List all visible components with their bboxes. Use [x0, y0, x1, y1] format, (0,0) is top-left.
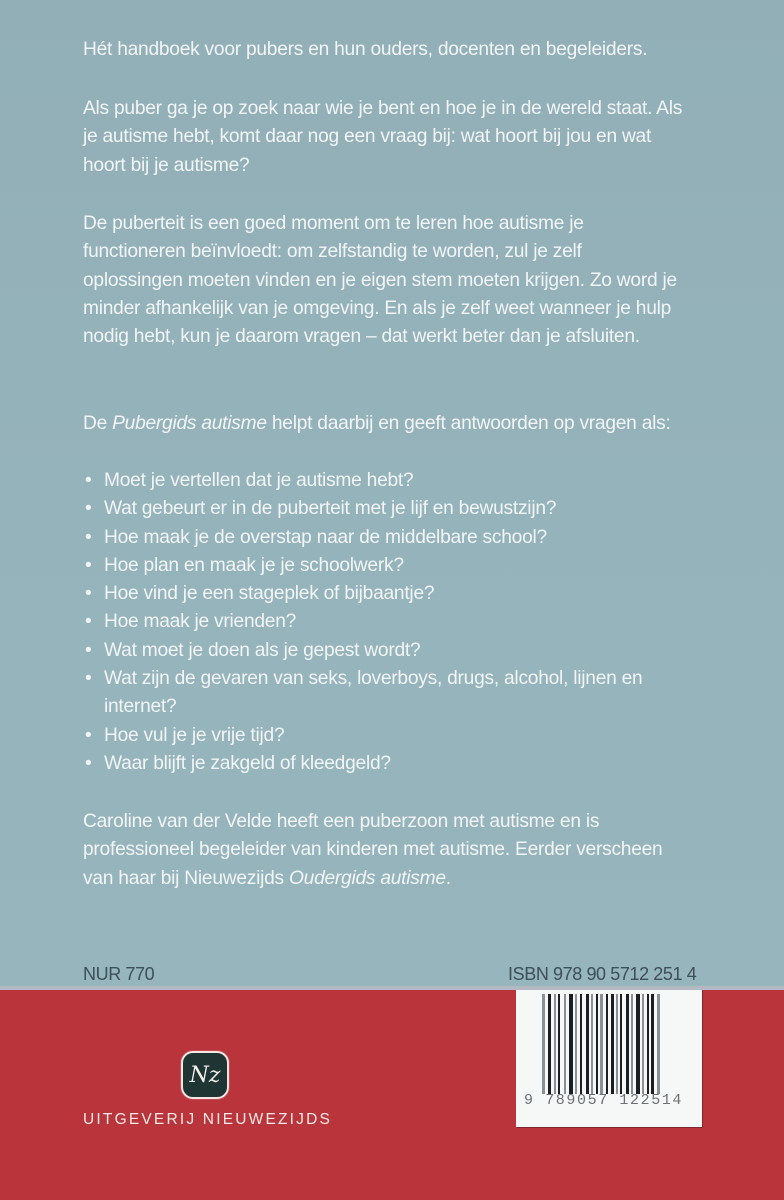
barcode-bars-icon	[542, 994, 684, 1094]
isbn-number: ISBN 978 90 5712 251 4	[508, 964, 697, 984]
paragraph-1: Als puber ga je op zoek naar wie je bent en hoe je in de wereld staat. Als je autisme hebt, komt daar nog een vraag bij: wat hoort bij jou en wat hoort bij je autisme?	[83, 98, 683, 176]
question-item: • Moet je vertellen dat je autisme hebt?	[83, 467, 643, 495]
previous-book-title: Oudergids autisme	[288, 867, 446, 889]
author-bio-text: Caroline van der Velde heeft een puberzoon met autisme en is professioneel begeleider van kinderen met autisme. Eerder verscheen van haar bij Nieuwezijds	[83, 811, 663, 889]
question-item: • Hoe vul je je vrije tijd?	[83, 722, 643, 750]
paragraph-2: De puberteit is een goed moment om te leren hoe autisme je functioneren beïnvloedt: om zelfstandig te worden, zul je zelf oplossingen moeten vinden en je eigen stem moeten krijgen. Zo word je minder afhankelijk van je omgeving. En als je zelf weet wanneer je hulp nodig hebt, kun je daarom vragen – dat werkt beter dan je afsluiten.	[83, 213, 677, 348]
publisher-name: UITGEVERIJ NIEUWEZIJDS	[83, 1111, 333, 1128]
question-item: • Waar blijft je zakgeld of kleedgeld?	[83, 750, 643, 778]
question-item: • Hoe vind je een stageplek of bijbaantje?	[83, 580, 643, 608]
paragraph-3-prefix: De	[83, 413, 113, 434]
publisher-logo-icon	[181, 1051, 229, 1099]
author-bio	[83, 808, 683, 893]
paragraph-3	[83, 410, 673, 438]
book-title: Pubergids autisme	[112, 413, 267, 434]
question-item: • Wat gebeurt er in de puberteit met je lijf en bewustzijn?	[83, 495, 643, 523]
barcode	[516, 990, 702, 1127]
question-item: • Wat zijn de gevaren van seks, loverboys, drugs, alcohol, lijnen en internet?	[83, 665, 643, 722]
barcode-digits: 9 789057 122514	[524, 1092, 684, 1109]
question-item: • Hoe maak je de overstap naar de middelbare school?	[83, 524, 643, 552]
nur-code: NUR 770	[83, 964, 155, 984]
question-item: • Hoe plan en maak je je schoolwerk?	[83, 552, 643, 580]
paragraph-3-suffix: helpt daarbij en geeft antwoorden op vragen als:	[266, 413, 671, 434]
question-item: • Hoe maak je vrienden?	[83, 608, 643, 636]
author-bio-end: .	[445, 867, 451, 889]
question-list	[83, 467, 643, 778]
intro-line: Hét handboek voor pubers en hun ouders, docenten en begeleiders.	[83, 39, 648, 60]
question-item: • Wat moet je doen als je gepest wordt?	[83, 637, 643, 665]
logo-monogram: Nz	[189, 1062, 221, 1088]
